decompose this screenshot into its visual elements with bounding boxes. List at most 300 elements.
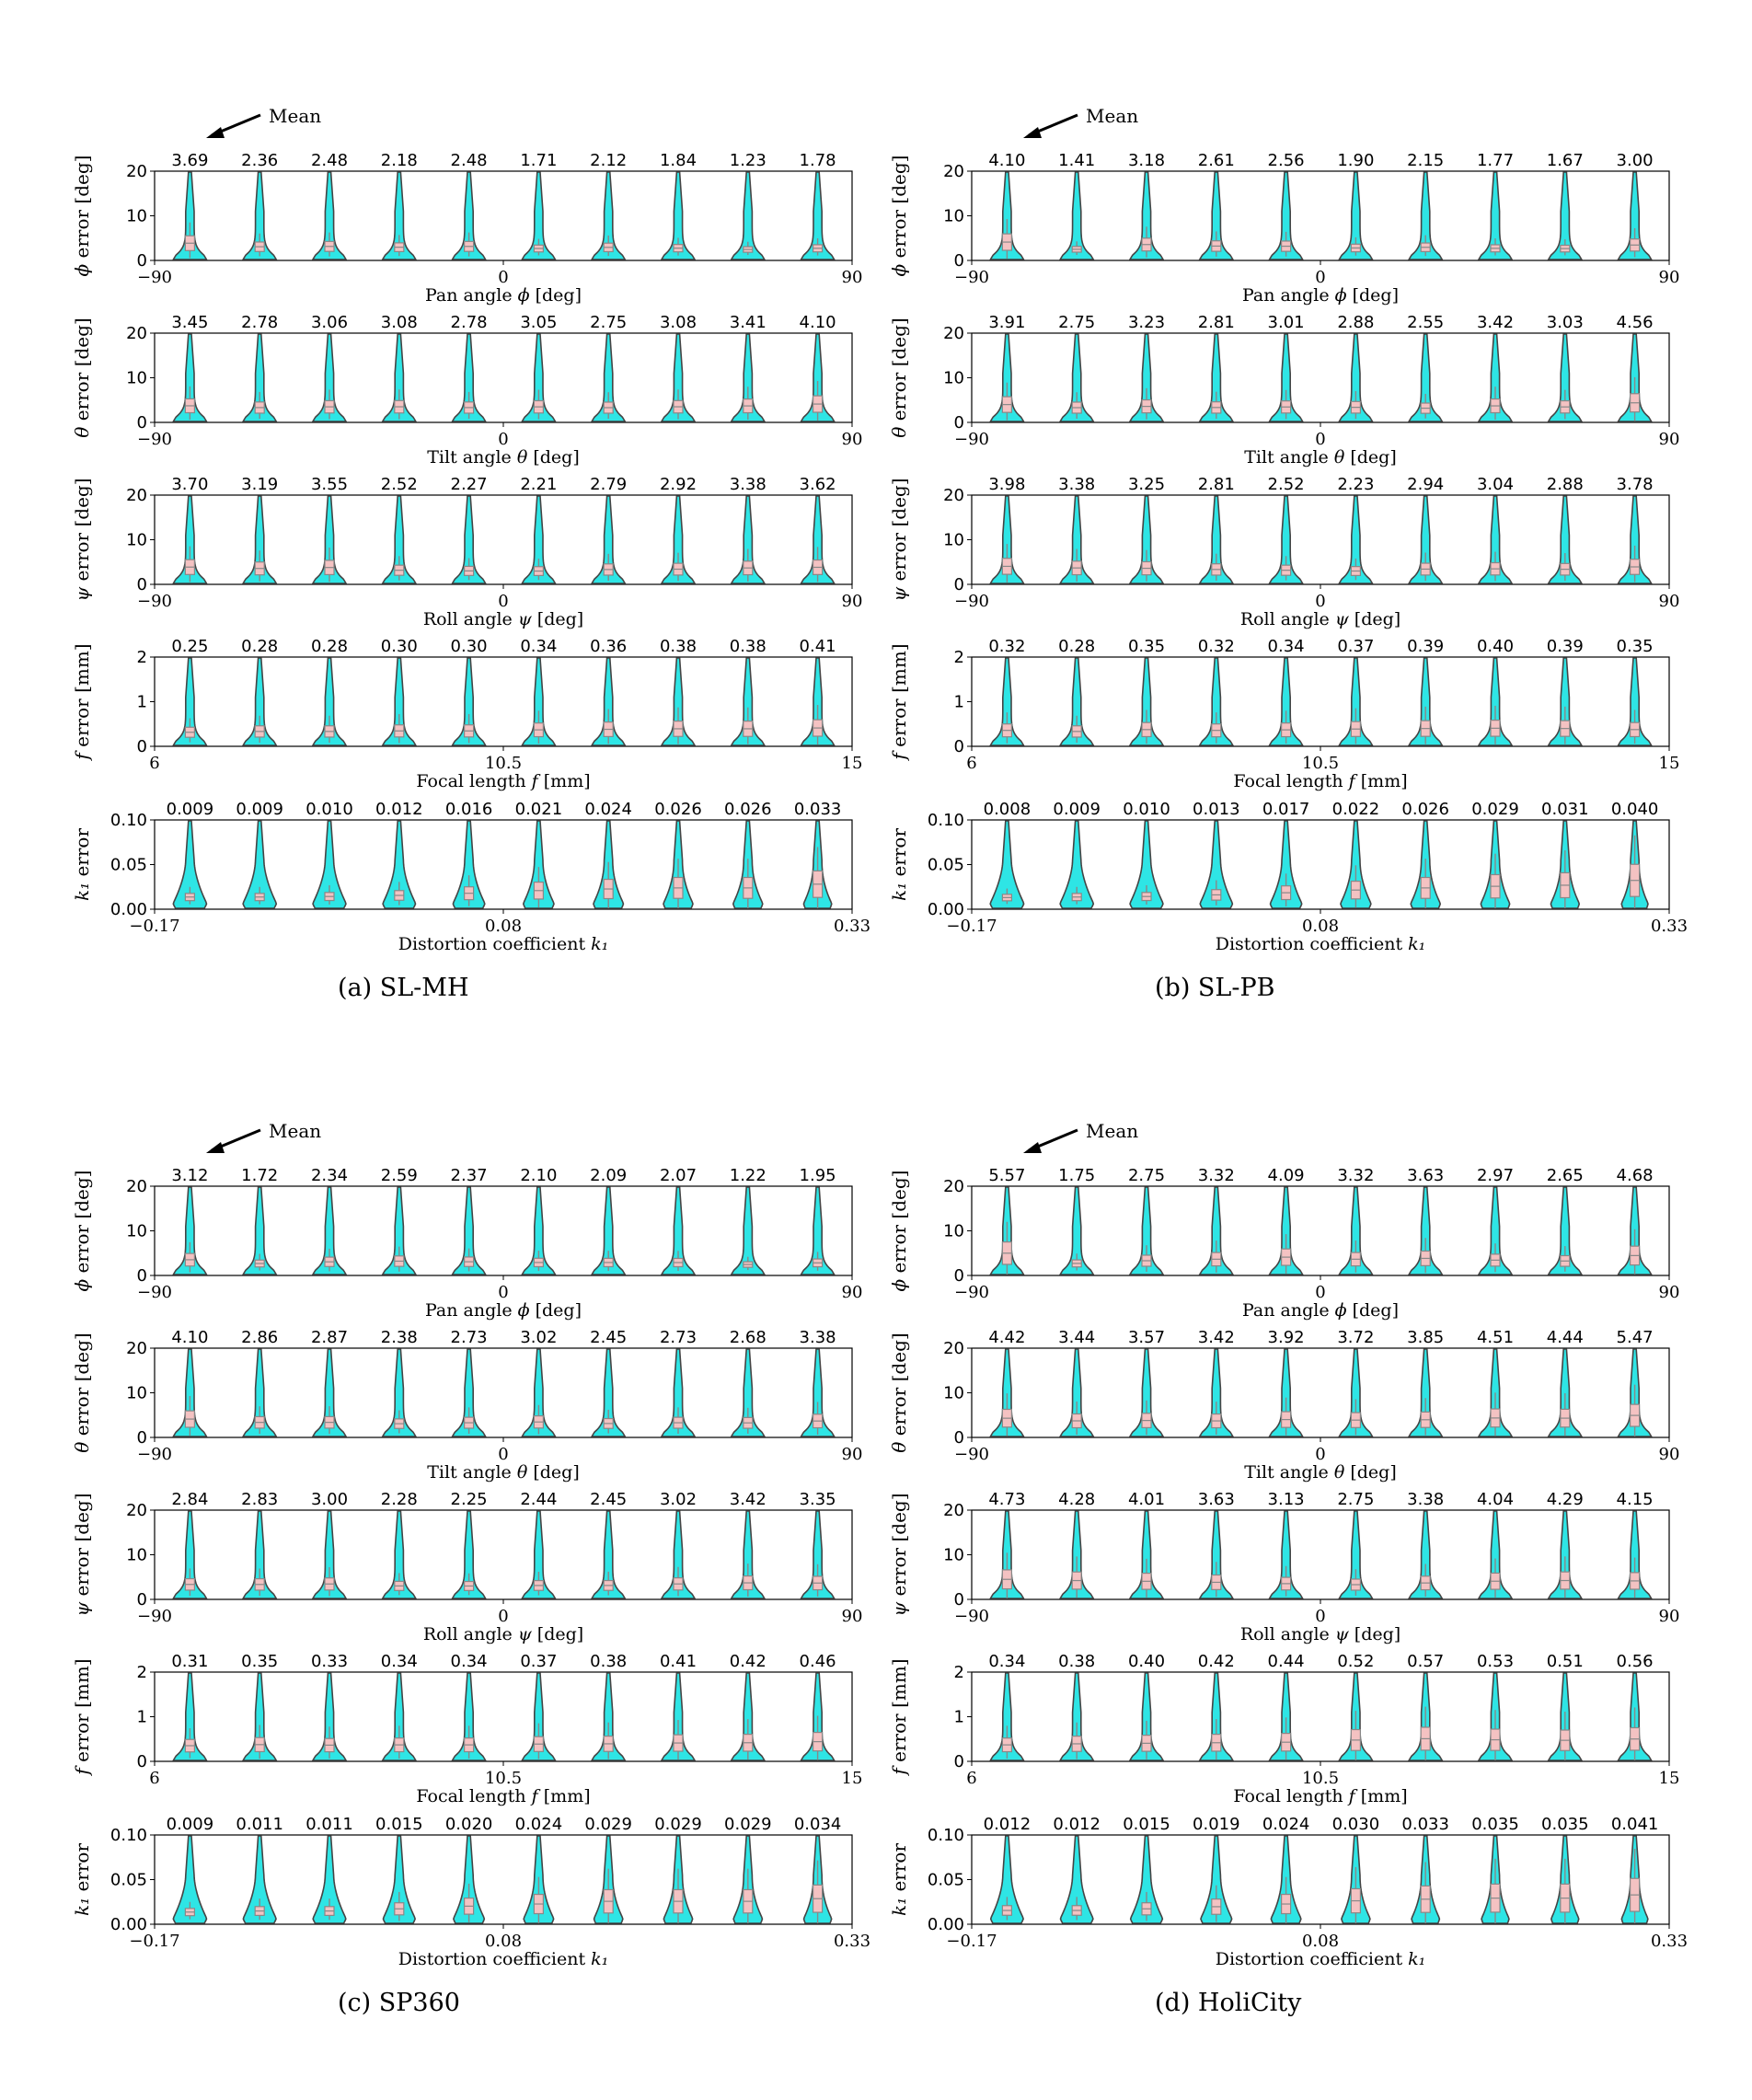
subplot-roll xyxy=(71,1490,862,1644)
subplot-pan xyxy=(71,151,862,306)
mean-value-label: 2.75 xyxy=(1337,1490,1375,1509)
mean-value-label: 0.012 xyxy=(983,1815,1032,1834)
mean-value-label: 0.33 xyxy=(310,1652,349,1671)
y-axis-label: θ error [deg] xyxy=(71,1333,93,1453)
y-tick-label: 10 xyxy=(943,1221,964,1241)
mean-value-label: 2.73 xyxy=(659,1328,697,1347)
mean-value-label: 3.00 xyxy=(310,1490,349,1509)
y-tick-label: 1 xyxy=(136,692,147,712)
y-tick-label: 20 xyxy=(943,1177,964,1196)
figure-panel-4 xyxy=(888,1120,1688,2017)
x-tick-label: 90 xyxy=(841,1283,863,1302)
x-tick-label: 0 xyxy=(1315,430,1326,449)
mean-value-label: 0.41 xyxy=(659,1652,697,1671)
mean-value-label: 3.69 xyxy=(171,151,209,170)
mean-annotation-label: Mean xyxy=(1086,105,1139,127)
y-tick-label: 0 xyxy=(953,1428,964,1448)
x-tick-label: 0 xyxy=(1315,1607,1326,1626)
y-tick-label: 10 xyxy=(943,206,964,226)
mean-value-label: 0.040 xyxy=(1610,800,1659,819)
mean-value-label: 2.36 xyxy=(241,151,279,170)
subplot-tilt xyxy=(888,313,1679,467)
mean-value-label: 0.51 xyxy=(1546,1652,1584,1671)
x-tick-label: −90 xyxy=(954,268,989,287)
y-tick-label: 0.00 xyxy=(927,1915,964,1934)
y-tick-label: 0 xyxy=(953,1266,964,1286)
y-tick-label: 0.10 xyxy=(927,1826,964,1845)
mean-value-label: 0.021 xyxy=(514,800,563,819)
y-tick-label: 10 xyxy=(126,1545,147,1565)
subplot-dist xyxy=(71,800,870,954)
mean-value-label: 0.39 xyxy=(1407,637,1445,656)
mean-annotation-label: Mean xyxy=(269,1120,322,1142)
y-tick-label: 0.10 xyxy=(110,811,147,830)
mean-value-label: 0.34 xyxy=(380,1652,418,1671)
mean-value-label: 3.41 xyxy=(729,313,766,332)
x-tick-label: −90 xyxy=(137,1607,172,1626)
x-tick-label: 90 xyxy=(1658,1607,1680,1626)
subplot-tilt xyxy=(888,1328,1679,1483)
mean-value-label: 0.35 xyxy=(1127,637,1166,656)
x-tick-label: 0 xyxy=(1315,268,1326,287)
mean-value-label: 0.53 xyxy=(1476,1652,1515,1671)
mean-value-label: 2.44 xyxy=(520,1490,558,1509)
mean-value-label: 3.85 xyxy=(1407,1328,1445,1347)
y-tick-label: 0.05 xyxy=(927,1870,964,1890)
y-tick-label: 1 xyxy=(953,1707,964,1727)
subplot-pan xyxy=(888,151,1679,306)
mean-value-label: 0.35 xyxy=(1616,637,1654,656)
mean-value-label: 3.12 xyxy=(171,1166,209,1185)
mean-annotation xyxy=(1023,1120,1138,1153)
mean-value-label: 1.72 xyxy=(241,1166,279,1185)
mean-value-label: 0.57 xyxy=(1407,1652,1445,1671)
mean-value-label: 3.08 xyxy=(380,313,418,332)
mean-value-label: 0.34 xyxy=(520,637,558,656)
mean-value-label: 3.91 xyxy=(988,313,1026,332)
figure-caption: (d) HoliCity xyxy=(1155,1989,1302,2017)
y-tick-label: 20 xyxy=(943,162,964,181)
mean-value-label: 4.44 xyxy=(1546,1328,1584,1347)
mean-value-label: 3.63 xyxy=(1407,1166,1445,1185)
mean-value-label: 2.81 xyxy=(1197,475,1235,494)
x-tick-label: 0 xyxy=(1315,1445,1326,1464)
x-tick-label: −90 xyxy=(137,268,172,287)
x-axis-label: Roll angle ψ [deg] xyxy=(422,609,584,629)
mean-value-label: 2.48 xyxy=(450,151,488,170)
y-axis-label: f error [mm] xyxy=(71,1658,93,1775)
x-tick-label: −90 xyxy=(137,592,172,611)
mean-value-label: 2.07 xyxy=(659,1166,697,1185)
mean-value-label: 3.42 xyxy=(1476,313,1515,332)
mean-value-label: 0.40 xyxy=(1476,637,1515,656)
mean-arrow-head xyxy=(206,1142,225,1153)
y-tick-label: 10 xyxy=(126,1383,147,1403)
mean-value-label: 2.52 xyxy=(1267,475,1305,494)
mean-value-label: 2.88 xyxy=(1546,475,1584,494)
mean-value-label: 2.18 xyxy=(380,151,418,170)
x-tick-label: 90 xyxy=(841,430,863,449)
x-tick-label: 0 xyxy=(498,268,509,287)
mean-value-label: 0.026 xyxy=(1401,800,1449,819)
figure-panel-2 xyxy=(888,105,1688,1002)
mean-value-label: 3.44 xyxy=(1058,1328,1096,1347)
mean-value-label: 2.28 xyxy=(380,1490,418,1509)
mean-value-label: 0.016 xyxy=(444,800,493,819)
mean-value-label: 0.009 xyxy=(166,1815,214,1834)
mean-value-label: 5.47 xyxy=(1616,1328,1654,1347)
y-axis-label: θ error [deg] xyxy=(888,317,910,438)
mean-value-label: 4.04 xyxy=(1476,1490,1515,1509)
x-tick-label: 90 xyxy=(1658,1445,1680,1464)
mean-value-label: 0.42 xyxy=(729,1652,766,1671)
y-tick-label: 0 xyxy=(953,1752,964,1771)
mean-value-label: 0.28 xyxy=(241,637,279,656)
x-tick-label: −0.17 xyxy=(129,917,180,936)
mean-value-label: 2.10 xyxy=(520,1166,558,1185)
figure-panel-1 xyxy=(71,105,870,1002)
mean-value-label: 0.37 xyxy=(1337,637,1375,656)
mean-value-label: 0.019 xyxy=(1193,1815,1240,1834)
x-axis-label: Distortion coefficient k₁ xyxy=(398,934,609,954)
mean-value-label: 4.10 xyxy=(171,1328,209,1347)
subplot-dist xyxy=(888,800,1688,954)
x-tick-label: 15 xyxy=(841,754,863,773)
mean-value-label: 0.013 xyxy=(1193,800,1240,819)
mean-value-label: 0.029 xyxy=(654,1815,702,1834)
y-tick-label: 2 xyxy=(953,1663,964,1682)
y-axis-label: θ error [deg] xyxy=(888,1333,910,1453)
mean-value-label: 0.28 xyxy=(1058,637,1096,656)
mean-value-label: 2.97 xyxy=(1476,1166,1515,1185)
mean-value-label: 0.46 xyxy=(799,1652,836,1671)
x-tick-label: 15 xyxy=(1658,754,1680,773)
mean-value-label: 0.026 xyxy=(724,800,772,819)
mean-value-label: 2.94 xyxy=(1407,475,1445,494)
mean-value-label: 0.25 xyxy=(171,637,209,656)
mean-value-label: 0.38 xyxy=(659,637,697,656)
mean-value-label: 2.86 xyxy=(241,1328,279,1347)
mean-annotation xyxy=(206,105,321,138)
x-tick-label: 15 xyxy=(841,1769,863,1788)
mean-annotation-label: Mean xyxy=(269,105,322,127)
mean-value-label: 4.10 xyxy=(988,151,1026,170)
x-tick-label: −0.17 xyxy=(946,917,997,936)
y-tick-label: 0 xyxy=(953,251,964,271)
y-axis-label: θ error [deg] xyxy=(71,317,93,438)
mean-value-label: 2.21 xyxy=(520,475,558,494)
y-tick-label: 20 xyxy=(943,486,964,505)
y-tick-label: 0 xyxy=(136,1266,147,1286)
mean-value-label: 2.52 xyxy=(380,475,418,494)
mean-value-label: 1.67 xyxy=(1546,151,1584,170)
y-axis-label: k₁ error xyxy=(71,827,93,902)
mean-value-label: 0.010 xyxy=(305,800,353,819)
mean-value-label: 2.38 xyxy=(380,1328,418,1347)
mean-value-label: 2.83 xyxy=(241,1490,279,1509)
mean-value-label: 0.009 xyxy=(236,800,283,819)
mean-value-label: 3.03 xyxy=(1546,313,1584,332)
mean-value-label: 0.37 xyxy=(520,1652,558,1671)
mean-value-label: 3.18 xyxy=(1127,151,1166,170)
mean-value-label: 3.57 xyxy=(1127,1328,1166,1347)
x-tick-label: −0.17 xyxy=(129,1932,180,1951)
x-tick-label: 0.33 xyxy=(833,1932,871,1951)
mean-value-label: 0.34 xyxy=(988,1652,1026,1671)
x-tick-label: 90 xyxy=(1658,1283,1680,1302)
mean-value-label: 2.79 xyxy=(590,475,628,494)
mean-value-label: 3.38 xyxy=(1407,1490,1445,1509)
subplot-dist xyxy=(888,1815,1688,1969)
mean-value-label: 2.37 xyxy=(450,1166,488,1185)
subplot-tilt xyxy=(71,1328,862,1483)
mean-value-label: 0.44 xyxy=(1267,1652,1305,1671)
mean-value-label: 2.81 xyxy=(1197,313,1235,332)
mean-value-label: 3.38 xyxy=(729,475,766,494)
x-tick-label: 0 xyxy=(498,430,509,449)
x-tick-label: −90 xyxy=(954,1445,989,1464)
x-tick-label: 0 xyxy=(498,1445,509,1464)
subplot-pan xyxy=(71,1166,862,1321)
mean-value-label: 2.73 xyxy=(450,1328,488,1347)
mean-value-label: 3.63 xyxy=(1197,1490,1235,1509)
mean-value-label: 4.42 xyxy=(988,1328,1026,1347)
x-tick-label: 90 xyxy=(841,592,863,611)
x-axis-label: Distortion coefficient k₁ xyxy=(398,1949,609,1969)
y-tick-label: 1 xyxy=(953,692,964,712)
mean-value-label: 2.92 xyxy=(659,475,697,494)
y-tick-label: 2 xyxy=(953,648,964,667)
y-tick-label: 0 xyxy=(136,1752,147,1771)
y-tick-label: 20 xyxy=(943,1501,964,1520)
mean-value-label: 0.035 xyxy=(1471,1815,1519,1834)
y-axis-label: k₁ error xyxy=(888,827,910,902)
x-tick-label: 0.08 xyxy=(1301,917,1340,936)
mean-annotation xyxy=(206,1120,321,1153)
y-tick-label: 20 xyxy=(126,162,147,181)
x-tick-label: 0.33 xyxy=(833,917,871,936)
x-axis-label: Focal length f [mm] xyxy=(1233,771,1408,791)
mean-value-label: 0.008 xyxy=(983,800,1032,819)
x-tick-label: 90 xyxy=(1658,430,1680,449)
mean-value-label: 0.35 xyxy=(241,1652,279,1671)
mean-value-label: 3.72 xyxy=(1337,1328,1375,1347)
y-tick-label: 1 xyxy=(136,1707,147,1727)
mean-value-label: 0.035 xyxy=(1541,1815,1589,1834)
y-tick-label: 10 xyxy=(126,1221,147,1241)
mean-value-label: 0.34 xyxy=(1267,637,1305,656)
y-tick-label: 0 xyxy=(953,737,964,756)
mean-value-label: 1.75 xyxy=(1058,1166,1096,1185)
y-tick-label: 10 xyxy=(943,368,964,388)
mean-value-label: 2.09 xyxy=(590,1166,628,1185)
mean-value-label: 2.15 xyxy=(1407,151,1445,170)
mean-value-label: 3.35 xyxy=(799,1490,836,1509)
mean-value-label: 0.31 xyxy=(171,1652,209,1671)
mean-value-label: 0.009 xyxy=(1053,800,1101,819)
y-tick-label: 0 xyxy=(136,413,147,433)
mean-value-label: 0.029 xyxy=(1471,800,1519,819)
y-tick-label: 2 xyxy=(136,648,147,667)
y-axis-label: ϕ error [deg] xyxy=(888,1170,910,1292)
mean-value-label: 3.01 xyxy=(1267,313,1305,332)
y-axis-label: ψ error [deg] xyxy=(888,1493,910,1617)
mean-value-label: 2.48 xyxy=(310,151,349,170)
x-tick-label: −90 xyxy=(954,430,989,449)
x-tick-label: −90 xyxy=(954,592,989,611)
subplot-focal xyxy=(888,637,1679,791)
mean-value-label: 2.59 xyxy=(380,1166,418,1185)
mean-value-label: 2.45 xyxy=(590,1328,628,1347)
mean-value-label: 0.024 xyxy=(1262,1815,1310,1834)
mean-value-label: 3.02 xyxy=(659,1490,697,1509)
mean-value-label: 2.56 xyxy=(1267,151,1305,170)
mean-value-label: 0.39 xyxy=(1546,637,1584,656)
mean-value-label: 2.75 xyxy=(1127,1166,1166,1185)
mean-value-label: 2.84 xyxy=(171,1490,209,1509)
x-tick-label: 6 xyxy=(966,1769,977,1788)
mean-value-label: 0.011 xyxy=(236,1815,283,1834)
mean-value-label: 3.42 xyxy=(729,1490,766,1509)
x-tick-label: 0.08 xyxy=(1301,1932,1340,1951)
y-tick-label: 0 xyxy=(136,737,147,756)
x-tick-label: 0 xyxy=(1315,592,1326,611)
mean-value-label: 3.70 xyxy=(171,475,209,494)
y-tick-label: 20 xyxy=(126,1177,147,1196)
mean-value-label: 1.90 xyxy=(1337,151,1375,170)
y-tick-label: 0 xyxy=(136,1428,147,1448)
mean-value-label: 0.033 xyxy=(1401,1815,1449,1834)
y-tick-label: 0.05 xyxy=(927,855,964,875)
mean-value-label: 3.04 xyxy=(1476,475,1515,494)
x-axis-label: Focal length f [mm] xyxy=(1233,1786,1408,1806)
mean-value-label: 2.78 xyxy=(450,313,488,332)
mean-value-label: 0.36 xyxy=(590,637,628,656)
mean-value-label: 3.25 xyxy=(1127,475,1166,494)
y-tick-label: 20 xyxy=(126,1339,147,1358)
x-axis-label: Tilt angle θ [deg] xyxy=(1244,447,1397,467)
mean-value-label: 1.41 xyxy=(1058,151,1096,170)
mean-value-label: 3.98 xyxy=(988,475,1026,494)
mean-value-label: 3.45 xyxy=(171,313,209,332)
y-axis-label: ϕ error [deg] xyxy=(888,155,910,277)
mean-value-label: 0.029 xyxy=(584,1815,632,1834)
mean-value-label: 3.42 xyxy=(1197,1328,1235,1347)
x-tick-label: 0.33 xyxy=(1650,917,1689,936)
mean-value-label: 0.022 xyxy=(1331,800,1380,819)
mean-value-label: 3.78 xyxy=(1616,475,1654,494)
mean-value-label: 2.45 xyxy=(590,1490,628,1509)
x-tick-label: 10.5 xyxy=(1301,1769,1340,1788)
mean-value-label: 4.51 xyxy=(1476,1328,1515,1347)
x-axis-label: Pan angle ϕ [deg] xyxy=(1241,1300,1400,1321)
y-axis-label: f error [mm] xyxy=(71,643,93,760)
x-tick-label: −0.17 xyxy=(946,1932,997,1951)
mean-value-label: 3.00 xyxy=(1616,151,1654,170)
y-axis-label: ϕ error [deg] xyxy=(71,155,93,277)
y-tick-label: 10 xyxy=(126,206,147,226)
x-tick-label: 90 xyxy=(1658,592,1680,611)
mean-value-label: 2.75 xyxy=(590,313,628,332)
x-tick-label: 0.08 xyxy=(484,1932,523,1951)
y-axis-label: f error [mm] xyxy=(888,643,910,760)
y-tick-label: 0.05 xyxy=(110,855,147,875)
mean-value-label: 2.34 xyxy=(310,1166,349,1185)
mean-value-label: 2.25 xyxy=(450,1490,488,1509)
mean-value-label: 1.22 xyxy=(729,1166,766,1185)
y-tick-label: 0 xyxy=(136,251,147,271)
y-tick-label: 20 xyxy=(126,1501,147,1520)
mean-value-label: 4.73 xyxy=(988,1490,1026,1509)
x-tick-label: 0 xyxy=(498,1283,509,1302)
mean-value-label: 2.27 xyxy=(450,475,488,494)
subplot-focal xyxy=(71,637,862,791)
mean-value-label: 0.012 xyxy=(375,800,423,819)
x-axis-label: Roll angle ψ [deg] xyxy=(422,1624,584,1644)
mean-value-label: 0.015 xyxy=(1123,1815,1170,1834)
mean-value-label: 3.92 xyxy=(1267,1328,1305,1347)
mean-value-label: 0.41 xyxy=(799,637,836,656)
y-tick-label: 0 xyxy=(136,575,147,594)
x-tick-label: 6 xyxy=(966,754,977,773)
mean-value-label: 0.031 xyxy=(1541,800,1589,819)
mean-value-label: 0.30 xyxy=(380,637,418,656)
x-axis-label: Roll angle ψ [deg] xyxy=(1239,1624,1401,1644)
y-tick-label: 0 xyxy=(953,575,964,594)
mean-value-label: 3.55 xyxy=(310,475,349,494)
subplot-roll xyxy=(71,475,862,629)
x-tick-label: 6 xyxy=(149,754,160,773)
y-tick-label: 10 xyxy=(943,1383,964,1403)
figure-caption: (a) SL-MH xyxy=(338,974,469,1002)
x-tick-label: 0.33 xyxy=(1650,1932,1689,1951)
mean-value-label: 3.62 xyxy=(799,475,836,494)
y-tick-label: 0.10 xyxy=(927,811,964,830)
y-tick-label: 2 xyxy=(136,1663,147,1682)
mean-value-label: 0.52 xyxy=(1337,1652,1375,1671)
subplot-pan xyxy=(888,1166,1679,1321)
x-tick-label: 0 xyxy=(498,592,509,611)
y-tick-label: 0 xyxy=(953,413,964,433)
mean-value-label: 4.09 xyxy=(1267,1166,1305,1185)
mean-value-label: 4.68 xyxy=(1616,1166,1654,1185)
x-axis-label: Distortion coefficient k₁ xyxy=(1215,934,1426,954)
y-tick-label: 0.00 xyxy=(110,1915,147,1934)
mean-value-label: 2.88 xyxy=(1337,313,1375,332)
x-tick-label: −90 xyxy=(137,430,172,449)
mean-value-label: 0.024 xyxy=(584,800,632,819)
y-axis-label: f error [mm] xyxy=(888,1658,910,1775)
x-tick-label: 15 xyxy=(1658,1769,1680,1788)
x-axis-label: Pan angle ϕ [deg] xyxy=(1241,285,1400,306)
mean-value-label: 3.05 xyxy=(520,313,558,332)
mean-value-label: 0.030 xyxy=(1331,1815,1380,1834)
subplot-tilt xyxy=(71,313,862,467)
x-tick-label: 10.5 xyxy=(484,1769,523,1788)
x-tick-label: 90 xyxy=(841,1445,863,1464)
x-axis-label: Tilt angle θ [deg] xyxy=(427,447,580,467)
figure-caption: (b) SL-PB xyxy=(1155,974,1275,1002)
mean-value-label: 4.29 xyxy=(1546,1490,1584,1509)
mean-value-label: 0.015 xyxy=(375,1815,423,1834)
mean-value-label: 5.57 xyxy=(988,1166,1026,1185)
y-tick-label: 0.00 xyxy=(927,900,964,919)
mean-value-label: 3.38 xyxy=(799,1328,836,1347)
y-axis-label: k₁ error xyxy=(888,1842,910,1917)
mean-value-label: 0.56 xyxy=(1616,1652,1654,1671)
x-axis-label: Focal length f [mm] xyxy=(416,771,591,791)
mean-value-label: 0.011 xyxy=(305,1815,353,1834)
